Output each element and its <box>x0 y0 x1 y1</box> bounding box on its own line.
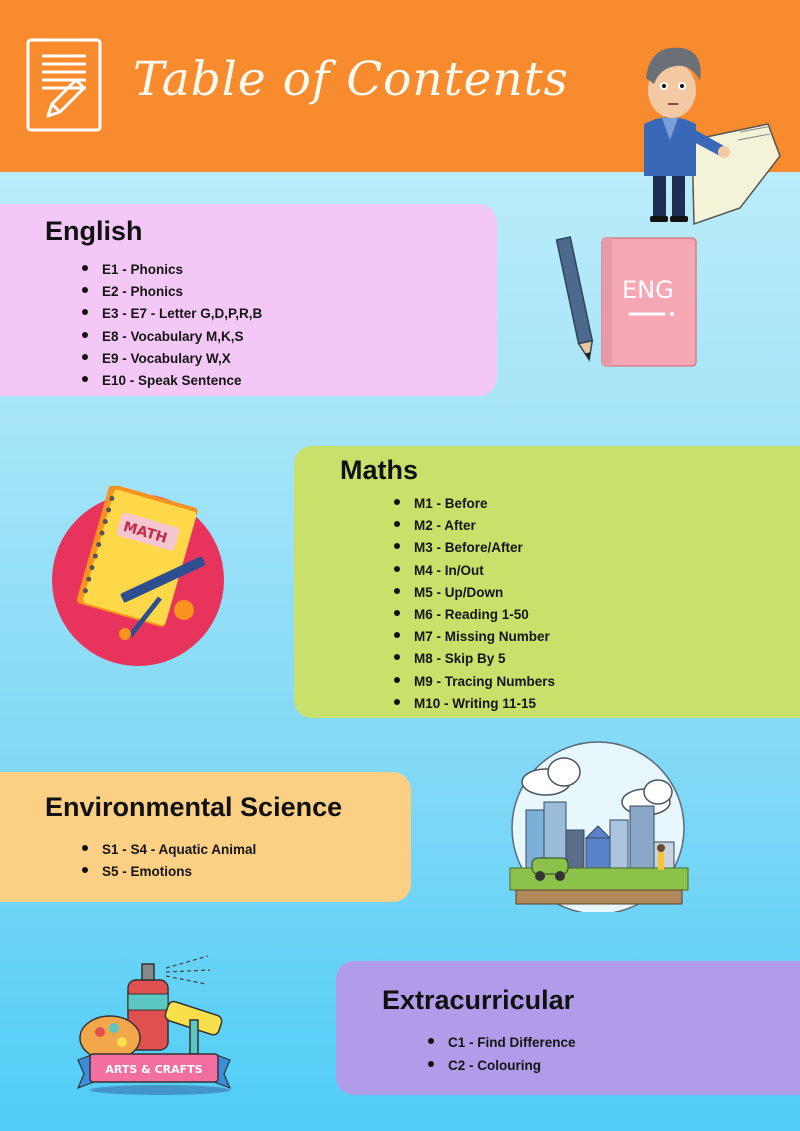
svg-text:MATH: MATH <box>121 519 169 547</box>
page-title: Table of Contents <box>133 52 569 107</box>
list-item: M7 - Missing Number <box>394 626 555 648</box>
environmental-science-heading: Environmental Science <box>45 792 343 822</box>
city-globe-illustration <box>506 740 696 912</box>
environmental-science-section <box>0 772 411 902</box>
list-item: E1 - Phonics <box>82 259 262 281</box>
list-item: E9 - Vocabulary W,X <box>82 348 262 370</box>
list-item: M10 - Writing 11-15 <box>394 693 555 715</box>
extracurricular-list <box>428 1032 576 1078</box>
list-item: M9 - Tracing Numbers <box>394 671 555 693</box>
document-edit-icon <box>26 38 102 132</box>
maths-section <box>294 446 800 718</box>
list-item: S5 - Emotions <box>82 861 256 883</box>
list-item: M5 - Up/Down <box>394 582 555 604</box>
list-item: M2 - After <box>394 515 555 537</box>
header-banner <box>0 0 800 172</box>
maths-heading: Maths <box>340 455 419 485</box>
svg-text:ARTS & CRAFTS: ARTS & CRAFTS <box>105 1063 203 1076</box>
english-section <box>0 204 497 396</box>
list-item: S1 - S4 - Aquatic Animal <box>82 839 256 861</box>
list-item: E8 - Vocabulary M,K,S <box>82 326 262 348</box>
list-item: M3 - Before/After <box>394 537 555 559</box>
math-notebook-illustration <box>50 486 230 666</box>
maths-list <box>394 493 555 715</box>
list-item: M4 - In/Out <box>394 560 555 582</box>
list-item: E2 - Phonics <box>82 281 262 303</box>
english-heading: English <box>45 216 143 246</box>
list-item: E3 - E7 - Letter G,D,P,R,B <box>82 303 262 325</box>
list-item: M8 - Skip By 5 <box>394 648 555 670</box>
teacher-reading-illustration <box>620 28 790 228</box>
environmental-science-list <box>82 839 256 883</box>
extracurricular-heading: Extracurricular <box>382 985 575 1015</box>
list-item: C1 - Find Difference <box>428 1032 576 1055</box>
list-item: C2 - Colouring <box>428 1055 576 1078</box>
list-item: M1 - Before <box>394 493 555 515</box>
english-list <box>82 259 262 392</box>
list-item: M6 - Reading 1-50 <box>394 604 555 626</box>
list-item: E10 - Speak Sentence <box>82 370 262 392</box>
english-book-illustration <box>552 232 702 372</box>
svg-text:ENG: ENG <box>622 276 674 304</box>
arts-and-crafts-illustration <box>70 950 250 1096</box>
extracurricular-section <box>336 961 800 1095</box>
